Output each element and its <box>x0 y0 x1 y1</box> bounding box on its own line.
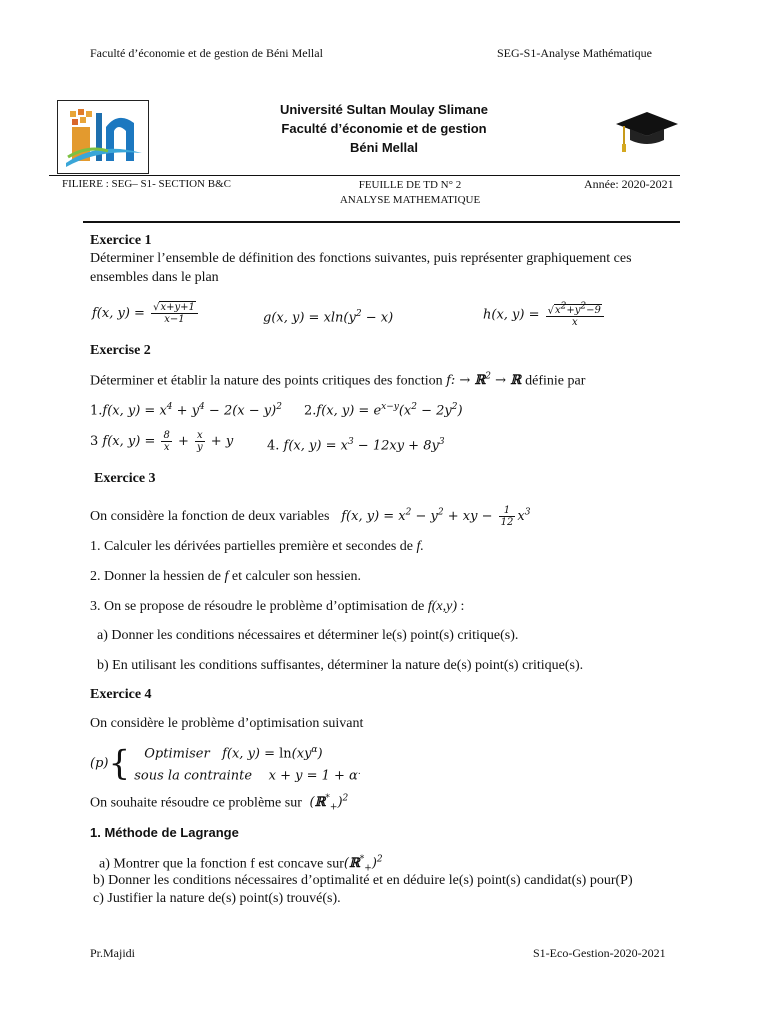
ex2-intro-mapping: f <box>446 373 451 389</box>
ex4-title: Exercice 4 <box>90 687 152 702</box>
ex3-q1 <box>90 539 424 555</box>
ex2-item4: 4. f(x, $y) = x^3 - 12xy + 8y^3$ <box>267 437 445 454</box>
ex2-item3-label: 3 <box>90 434 99 449</box>
ex1-text-line2: ensembles dans le plan <box>90 270 219 285</box>
ex2-item2-label: 2. <box>304 403 317 419</box>
ex2-item1-label: 1. <box>90 403 103 419</box>
info-bar-bottom-rule <box>83 221 680 223</box>
ex4-solve <box>90 794 348 813</box>
ex4-opt-word: Optimiser <box>144 746 210 762</box>
ex1-function-h: h(x, y) = $\frac{√x^2+y^2-9}{x}$ <box>483 302 606 328</box>
ex4-constraint: sous la contrainte x + y = 1 + α. <box>134 767 361 784</box>
ex1-title: Exercice 1 <box>90 233 152 248</box>
ex4-intro: On considère le problème d’optimisation suivant <box>90 716 364 731</box>
ex3-q3-text: 3. On se propose de résoudre le problème d’optimisation de <box>90 599 428 614</box>
ex3-q2-text-b: et calculer son hessien. <box>228 569 361 584</box>
ex3-q3-end: : <box>457 599 465 614</box>
ex2-item3: 3 f(x, y) = $\frac{8}{x}$ + $\frac{x}{y}$ + y <box>90 430 234 453</box>
ex4-method-title: 1. Méthode de Lagrange <box>90 825 239 840</box>
ex2-item2: 2.f(x, $y) = e^{x-y}(x^2 - 2y^2)$ <box>304 402 463 419</box>
university-name: Université Sultan Moulay Slimane <box>279 102 489 117</box>
filiere-label: FILIERE : SEG– S1- SECTION B&C <box>62 178 231 190</box>
ex3-function: f(x, $y) = x^2 - y^2$ + xy − $\frac{1}{12}$ $x^3$ <box>332 505 531 528</box>
ex1-function-g: g(x, $y) = xln(y^2 - x)$ <box>263 309 394 326</box>
ex3-q1-text: 1. Calculer les dérivées partielles première et secondes de <box>90 539 417 554</box>
ex2-item4-label: 4. <box>267 438 280 454</box>
sheet-title: FEUILLE DE TD N° 2 <box>358 179 462 191</box>
ex2-intro-text: Déterminer et établir la nature des points critiques des fonction <box>90 373 443 389</box>
ex3-q1-f: f. <box>416 539 424 554</box>
ex4-qa-text: a) Montrer que la fonction f est concave sur <box>99 856 344 872</box>
ex3-q3-f: f(x,y) <box>427 599 458 614</box>
city-name: Béni Mellal <box>350 140 418 155</box>
ex4-objective: Optimiser f(x, $y) = \ln(xy^\alpha)$ <box>144 745 323 762</box>
ex1-text-line1: Déterminer l’ensemble de définition des fonctions suivantes, puis représenter graphiquement ces <box>90 251 632 266</box>
header-faculty: Faculté d’économie et de gestion de Béni Mellal <box>90 46 323 60</box>
ex4-qb: b) Donner les conditions nécessaires d’optimalité et en déduire le(s) point(s) candidat(s) pour(P) <box>93 873 633 888</box>
ex4-brace: { <box>108 743 131 784</box>
ex3-qb: b) En utilisant les conditions suffisantes, déterminer la nature de(s) point(s) critique(s). <box>97 658 584 673</box>
ex3-q2 <box>90 569 361 585</box>
ex3-q2-text-a: 2. Donner la hessien de <box>90 569 225 584</box>
ex4-qc: c) Justifier la nature de(s) point(s) trouvé(s). <box>93 891 341 906</box>
ex4-qa <box>99 855 383 874</box>
ex3-q2-f: f <box>224 569 229 584</box>
year-label: Année: 2020-2021 <box>584 177 674 191</box>
ex4-problem <box>90 741 361 786</box>
sheet-subtitle: ANALYSE MATHEMATIQUE <box>339 194 481 206</box>
ex4-system <box>134 741 360 786</box>
ex2-intro-end: définie par <box>525 373 586 389</box>
ex1-function-f: f(x, y) = $\frac{√x+y+1}{x-1}$ <box>92 302 200 325</box>
info-bar-top-rule <box>49 175 680 176</box>
ex2-intro <box>90 372 585 389</box>
footer-author: Pr.Majidi <box>90 946 136 960</box>
ex4-p-label: (p) <box>90 755 109 771</box>
ex2-intro-mapping-rest: : → ℝ$^2$ → ℝ <box>450 372 521 389</box>
faculty-name: Faculté d’économie et de gestion <box>281 121 487 136</box>
ex4-constraint-word: sous la contrainte <box>134 768 253 784</box>
ex3-q3 <box>90 599 464 615</box>
graduation-cap-icon <box>612 108 682 154</box>
ex4-solve-set: (ℝ*$_+$)$^2$ <box>305 794 349 813</box>
ex3-qa: a) Donner les conditions nécessaires et déterminer le(s) point(s) critique(s). <box>97 628 519 643</box>
ex2-title: Exercise 2 <box>90 343 151 358</box>
footer-course: S1-Eco-Gestion-2020-2021 <box>533 946 666 960</box>
sheet-heading <box>300 178 520 208</box>
ex3-intro <box>90 505 530 528</box>
ex2-item1: 1.f(x, $y) = x^4 + y^4 - 2(x - y)^2$ <box>90 402 282 419</box>
ex3-title: Exercice 3 <box>94 471 156 486</box>
ex4-qa-set: (ℝ*$_+$)$^2$ <box>343 855 383 874</box>
ex3-intro-text: On considère la fonction de deux variables <box>90 509 330 524</box>
header-course: SEG-S1-Analyse Mathématique <box>497 46 652 60</box>
ex4-solve-text: On souhaite résoudre ce problème sur <box>90 795 302 811</box>
